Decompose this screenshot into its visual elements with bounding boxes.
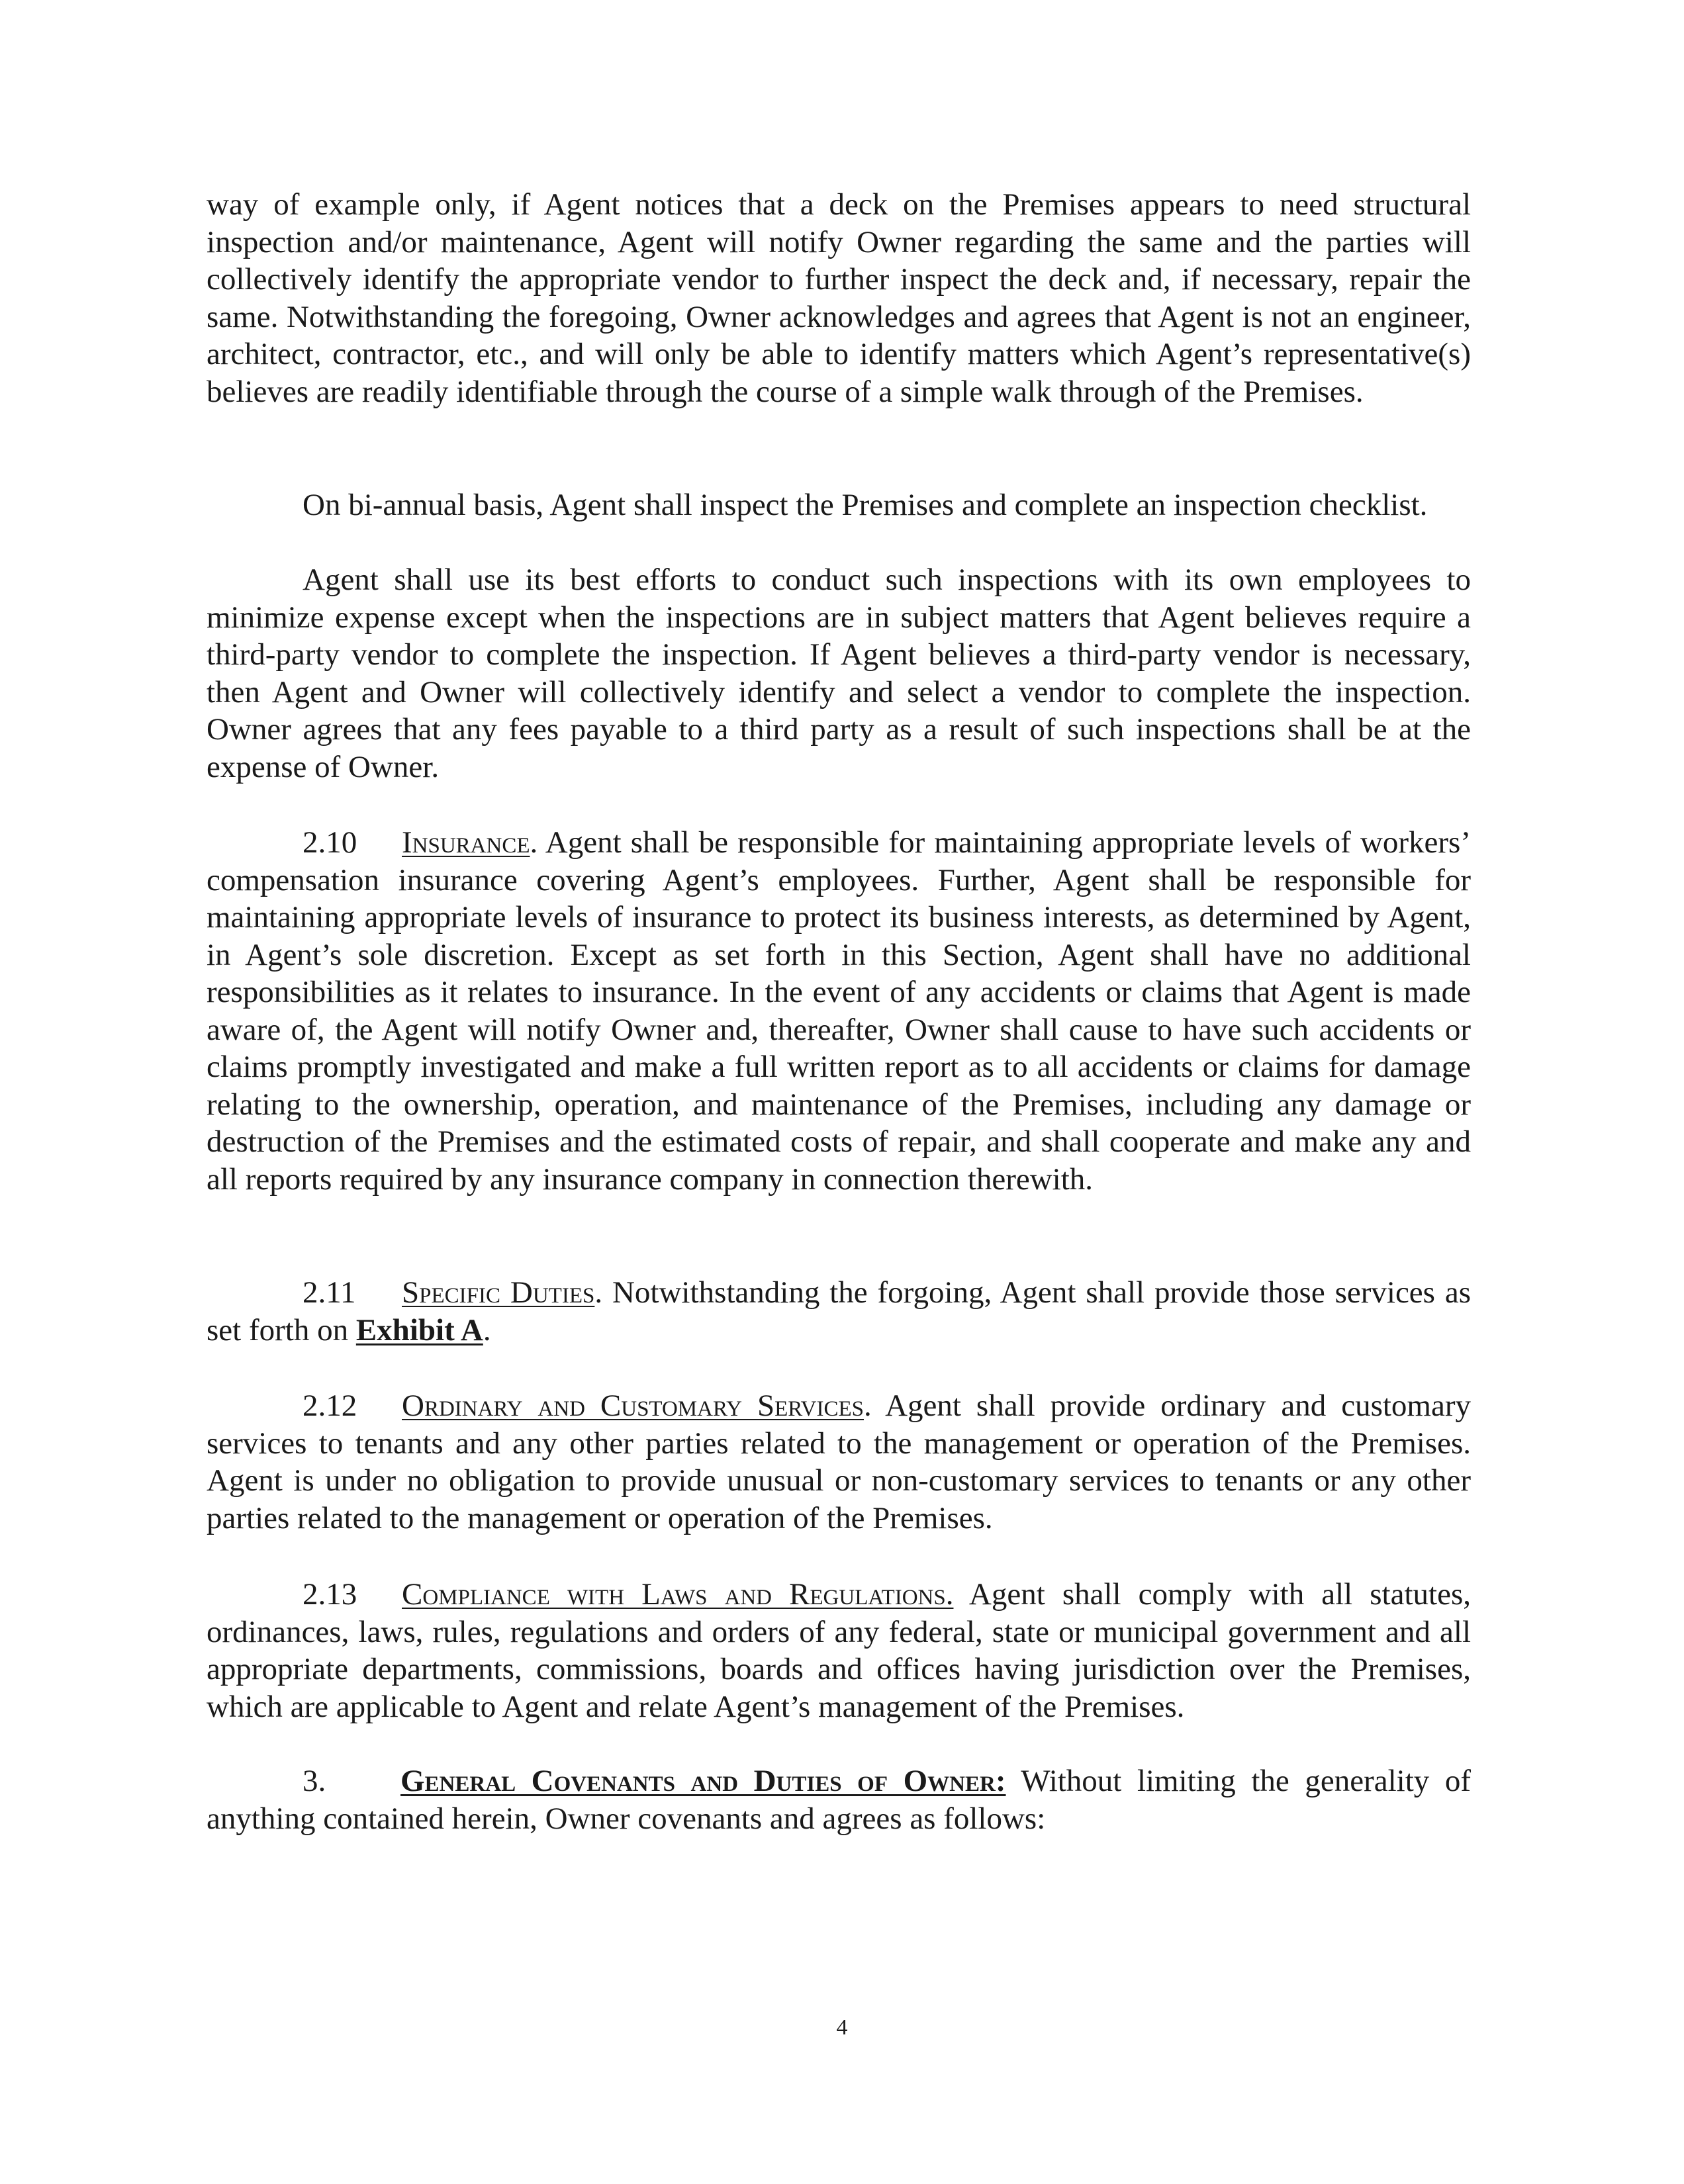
section-number: 2.11 (303, 1275, 356, 1310)
section-2-10-insurance (207, 824, 1471, 1198)
section-number: 2.13 (303, 1577, 357, 1612)
section-body: . Agent shall be responsible for maintaining appropriate levels of workers’ compensation insurance covering Agent’s employees. Further, Agent shall be responsible for maintaining appropriate levels of insurance to protect its business interests, as determined by Agent, in Agent’s sole discretion. Except as set forth in this Section, Agent shall have no additional responsibilities as it relates to insurance. In the event of any accidents or claims that Agent is made aware of, the Agent will notify Owner and, thereafter, Owner shall cause to have such accidents or claims promptly investigated and make a full written report as to all accidents or claims for damage relating to the ownership, operation, and maintenance of the Premises, including any damage or destruction of the Premises and the estimated costs of repair, and shall cooperate and make any and all reports required by any insurance company in connection therewith. (207, 825, 1471, 1197)
section-title: Insurance (402, 825, 530, 860)
continuation-paragraph (207, 186, 1471, 410)
section-2-12-ordinary-services (207, 1387, 1471, 1537)
page-number: 4 (836, 2015, 848, 2040)
section-3-owner-covenants (207, 1762, 1471, 1837)
section-body: Without limiting the generality of anything contained herein, Owner covenants and agrees as follows: (207, 1764, 1471, 1836)
section-body: . Notwithstanding the forgoing, Agent shall provide those services as set forth on (207, 1275, 1471, 1347)
continuation-text: way of example only, if Agent notices that a deck on the Premises appears to need structural inspection and/or maintenance, Agent will notify Owner regarding the same and the parties will collectively identify the appropriate vendor to further inspect the deck and, if necessary, repair the same. Notwithstanding the foregoing, Owner acknowledges and agrees that Agent is not an engineer, architect, contractor, etc., and will only be able to identify matters which Agent’s representative(s) believes are readily identifiable through the course of a simple walk through of the Premises. (207, 187, 1471, 409)
section-2-13-compliance (207, 1576, 1471, 1725)
section-body-end: . (483, 1312, 491, 1347)
inspections-text: Agent shall use its best efforts to conduct such inspections with its own employees to minimize expense except when the inspections are in subject matters that Agent believes require a third-party vendor to complete the inspection. If Agent believes a third-party vendor is necessary, then Agent and Owner will collectively identify and select a vendor to complete the inspection. Owner agrees that any fees payable to a third party as a result of such inspections shall be at the expense of Owner. (207, 563, 1471, 784)
section-body: Agent shall comply with all statutes, ordinances, laws, rules, regulations and orders of any federal, state or municipal government and all appropriate departments, commissions, boards and offices having jurisdiction over the Premises, which are applicable to Agent and relate Agent’s management of the Premises. (207, 1577, 1471, 1724)
section-number: 3. (303, 1764, 326, 1798)
section-body: . Agent shall provide ordinary and customary services to tenants and any other parties related to the management or operation of the Premises. Agent is under no obligation to provide unusual or non-customary services to tenants or any other parties related to the management or operation of the Premises. (207, 1388, 1471, 1535)
inspections-paragraph (207, 561, 1471, 786)
section-number: 2.10 (303, 825, 357, 860)
section-title: General Covenants and Duties of Owner: (400, 1764, 1006, 1798)
biannual-inspection-paragraph (207, 486, 1471, 524)
section-title: Specific Duties (402, 1275, 595, 1310)
biannual-inspection-text: On bi-annual basis, Agent shall inspect the Premises and complete an inspection checklist. (303, 488, 1428, 522)
section-title: Ordinary and Customary Services (402, 1388, 864, 1423)
section-title: Compliance with Laws and Regulations. (402, 1577, 954, 1612)
exhibit-a-reference: Exhibit A (355, 1312, 483, 1347)
section-number: 2.12 (303, 1388, 357, 1423)
section-2-11-specific-duties (207, 1274, 1471, 1349)
